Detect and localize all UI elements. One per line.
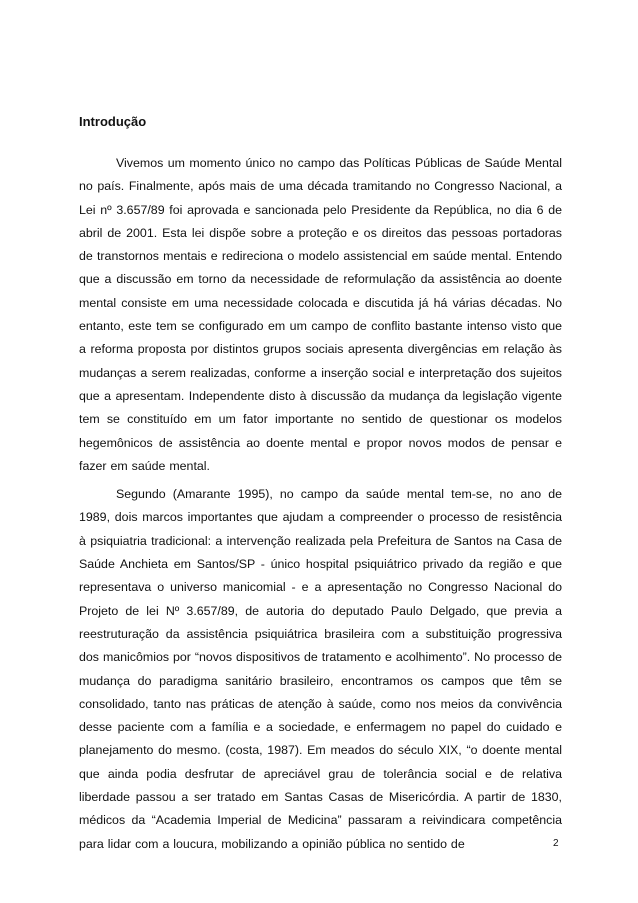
paragraph: Segundo (Amarante 1995), no campo da saúde mental tem-se, no ano de 1989, dois marcos importantes que ajudam a compreender o processo de resistência à psiquiatria tradicional: a intervenção realizada pela Prefeitura de Santos na Casa de Saúde Anchieta em Santos/SP - único hospital psiquiátrico privado da região e que representava o universo manicomial - e a apresentação no Congresso Nacional do Projeto de lei Nº 3.657/89, de autoria do deputado Paulo Delgado, que previa a reestruturação da assistência psiquiátrica brasileira com a substituição progressiva dos manicômios por “novos dispositivos de tratamento e acolhimento”. No processo de mudança do paradigma sanitário brasileiro, encontramos os campos que têm se consolidado, tanto nas práticas de atenção à saúde, como nos meios da convivência desse paciente com a família e a sociedade, e enfermagem no papel do cuidado e planejamento do mesmo. (costa, 1987). Em meados do século XIX, “o doente mental que ainda podia desfrutar de apreciável grau de tolerância social e de relativa liberdade passou a ser tratado em Santas Casas de Misericórdia. A partir de 1830, médicos da “Academia Imperial de Medicina” passaram a reivindicara competência para lidar com a loucura, mobilizando a opinião pública no sentido de <box>79 487 562 851</box>
page-number: 2 <box>553 838 559 849</box>
section-heading: Introdução <box>79 114 147 129</box>
paragraph: Vivemos um momento único no campo das Políticas Públicas de Saúde Mental no país. Finalmente, após mais de uma década tramitando no Congresso Nacional, a Lei nº 3.657/89 foi aprovada e sancionada pelo Presidente da República, no dia 6 de abril de 2001. Esta lei dispõe sobre a proteção e os direitos das pessoas portadoras de transtornos mentais e redireciona o modelo assistencial em saúde mental. Entendo que a discussão em torno da necessidade de reformulação da assistência ao doente mental consiste em uma necessidade colocada e discutida já há várias décadas. No entanto, este tem se configurado em um campo de conflito bastante intenso visto que a reforma proposta por distintos grupos sociais apresenta divergências em relação às mudanças a serem realizadas, conforme a inserção social e interpretação dos sujeitos que a apresentam. Independente disto à discussão da mudança da legislação vigente tem se constituído em um fator importante no sentido de questionar os modelos hegemônicos de assistência ao doente mental e propor novos modos de pensar e fazer em saúde mental. <box>79 156 562 473</box>
document-body <box>79 152 562 856</box>
